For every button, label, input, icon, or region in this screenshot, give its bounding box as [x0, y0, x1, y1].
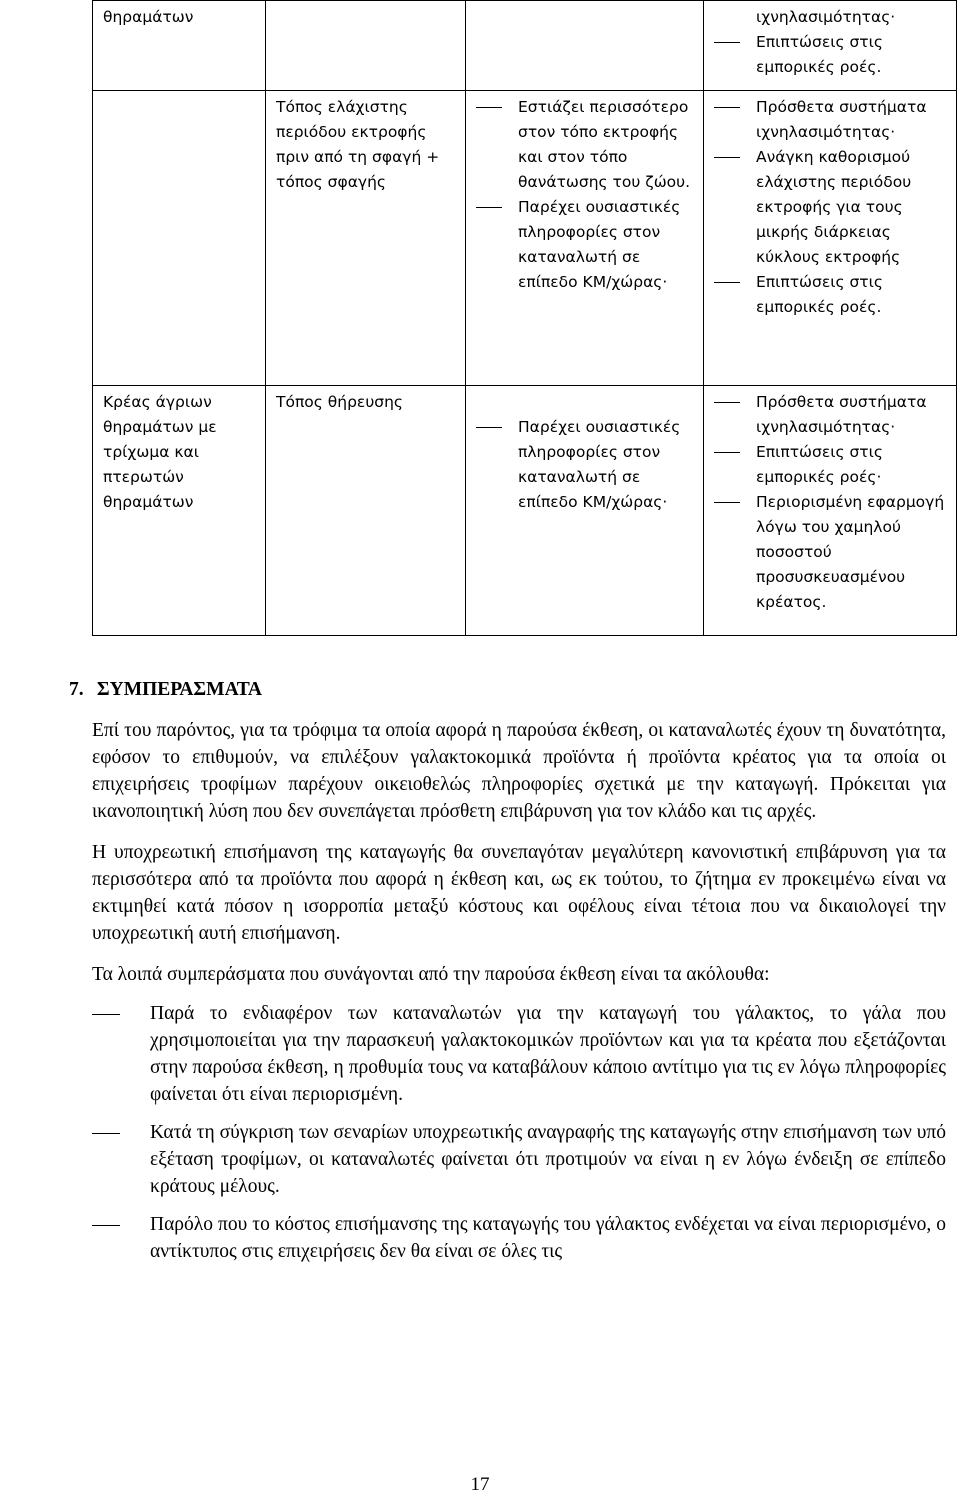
- list-item: Παρόλο που το κόστος επισήμανσης της καταγωγής του γάλακτος ενδέχεται να είναι περιορισμένο, ο αντίκτυπος στις επιχειρήσεις δεν θα είναι σε όλες τις: [92, 1211, 946, 1265]
- table-cell: [266, 386, 466, 636]
- category-label: θηραμάτων: [103, 8, 194, 26]
- list-item: Πρόσθετα συστήματα ιχνηλασιμότητας·: [704, 390, 956, 440]
- table-cell: [93, 386, 266, 636]
- continued-text: ιχνηλασιμότητας·: [756, 8, 896, 26]
- section-heading: [69, 676, 946, 703]
- drawbacks-list: [704, 30, 956, 80]
- list-item: Περιορισμένη εφαρμογή λόγω του χαμηλού ποσοστού προσυσκευασμένου κρέατος.: [704, 490, 956, 615]
- conclusions-section: [69, 676, 946, 1276]
- paragraph: Τα λοιπά συμπεράσματα που συνάγονται από την παρούσα έκθεση είναι τα ακόλουθα:: [92, 964, 770, 985]
- table-cell: [93, 91, 266, 386]
- list-item: Κατά τη σύγκριση των σεναρίων υποχρεωτικής αναγραφής της καταγωγής στην επισήμανση των υπό εξέταση τροφίμων, οι καταναλωτές φαίνεται ότι προτιμούν να είναι η εν λόγω ένδειξη σε επίπεδο κράτους μέλους.: [92, 1119, 946, 1200]
- conclusions-list: [92, 1000, 946, 1265]
- list-item: Παρέχει ουσιαστικές πληροφορίες στον καταναλωτή σε επίπεδο ΚΜ/χώρας·: [466, 195, 703, 295]
- list-item: Εστιάζει περισσότερο στον τόπο εκτροφής και στον τόπο θανάτωσης του ζώου.: [466, 95, 703, 195]
- drawbacks-list: [704, 386, 956, 615]
- list-item: Πρόσθετα συστήματα ιχνηλασιμότητας·: [704, 95, 956, 145]
- benefits-list: [466, 91, 703, 295]
- origin-option: [266, 1, 465, 11]
- list-item: Επιπτώσεις στις εμπορικές ροές.: [704, 30, 956, 80]
- table-cell: [704, 1, 957, 91]
- section-number: 7.: [69, 679, 84, 700]
- list-item: Επιπτώσεις στις εμπορικές ροές.: [704, 270, 956, 320]
- benefits-list: [466, 386, 703, 515]
- table-cell: [466, 386, 704, 636]
- table-cell: [704, 91, 957, 386]
- section-title: ΣΥΜΠΕΡΑΣΜΑΤΑ: [96, 679, 262, 700]
- paragraph: Επί του παρόντος, για τα τρόφιμα τα οποία αφορά η παρούσα έκθεση, οι καταναλωτές έχουν τη δυνατότητα, εφόσον το επιθυμούν, να επιλέξουν γαλακτοκομικά προϊόντα ή προϊόντα κρέατος για τα οποία οι επιχειρήσεις τροφίμων παρέχουν οικειοθελώς πληροφορίες σχετικά με την καταγωγή. Πρόκειται για ικανοποιητική λύση που δεν συνεπάγεται πρόσθετη επιβάρυνση για τον κλάδο και τις αρχές.: [92, 720, 946, 822]
- table-cell: [266, 1, 466, 91]
- table-row: [93, 91, 957, 386]
- table-row: [93, 1, 957, 91]
- table-cell: [266, 91, 466, 386]
- category-label: [93, 91, 265, 101]
- table-cell: [704, 386, 957, 636]
- table-cell: [466, 91, 704, 386]
- list-item: Παρά το ενδιαφέρον των καταναλωτών για την καταγωγή του γάλακτος, το γάλα που χρησιμοποιείται για την παρασκευή γαλακτοκομικών προϊόντων και για τα κρέατα που εξετάζονται στην παρούσα έκθεση, η προθυμία τους να καταβάλουν κάποιο αντίτιμο για τις εν λόγω πληροφορίες φαίνεται ότι είναι περιορισμένη.: [92, 1000, 946, 1108]
- origin-option: Τόπος θήρευσης: [276, 393, 404, 411]
- table-cell: [93, 1, 266, 91]
- category-label: Κρέας άγριων θηραμάτων με τρίχωμα και πτερωτών θηραμάτων: [103, 393, 217, 511]
- table-cell: [466, 1, 704, 91]
- list-item: Ανάγκη καθορισμού ελάχιστης περιόδου εκτροφής για τους μικρής διάρκειας κύκλους εκτροφής: [704, 145, 956, 270]
- list-item: Επιπτώσεις στις εμπορικές ροές·: [704, 440, 956, 490]
- paragraph: Η υποχρεωτική επισήμανση της καταγωγής θα συνεπαγόταν μεγαλύτερη κανονιστική επιβάρυνση για τα περισσότερα από τα προϊόντα που αφορά η έκθεση και, ως εκ τούτου, το ζήτημα εν προκειμένω είναι να εκτιμηθεί κατά πόσον η ισορροπία μεταξύ κόστους και οφέλους είναι τέτοια που να δικαιολογεί την υποχρεωτική αυτή επισήμανση.: [92, 842, 946, 944]
- origin-labelling-table: [92, 0, 957, 636]
- table-row: [93, 386, 957, 636]
- origin-option: Τόπος ελάχιστης περιόδου εκτροφής πριν από τη σφαγή + τόπος σφαγής: [276, 98, 440, 191]
- page-number: 17: [470, 1474, 490, 1495]
- list-item: Παρέχει ουσιαστικές πληροφορίες στον καταναλωτή σε επίπεδο ΚΜ/χώρας·: [466, 415, 703, 515]
- drawbacks-list: [704, 91, 956, 320]
